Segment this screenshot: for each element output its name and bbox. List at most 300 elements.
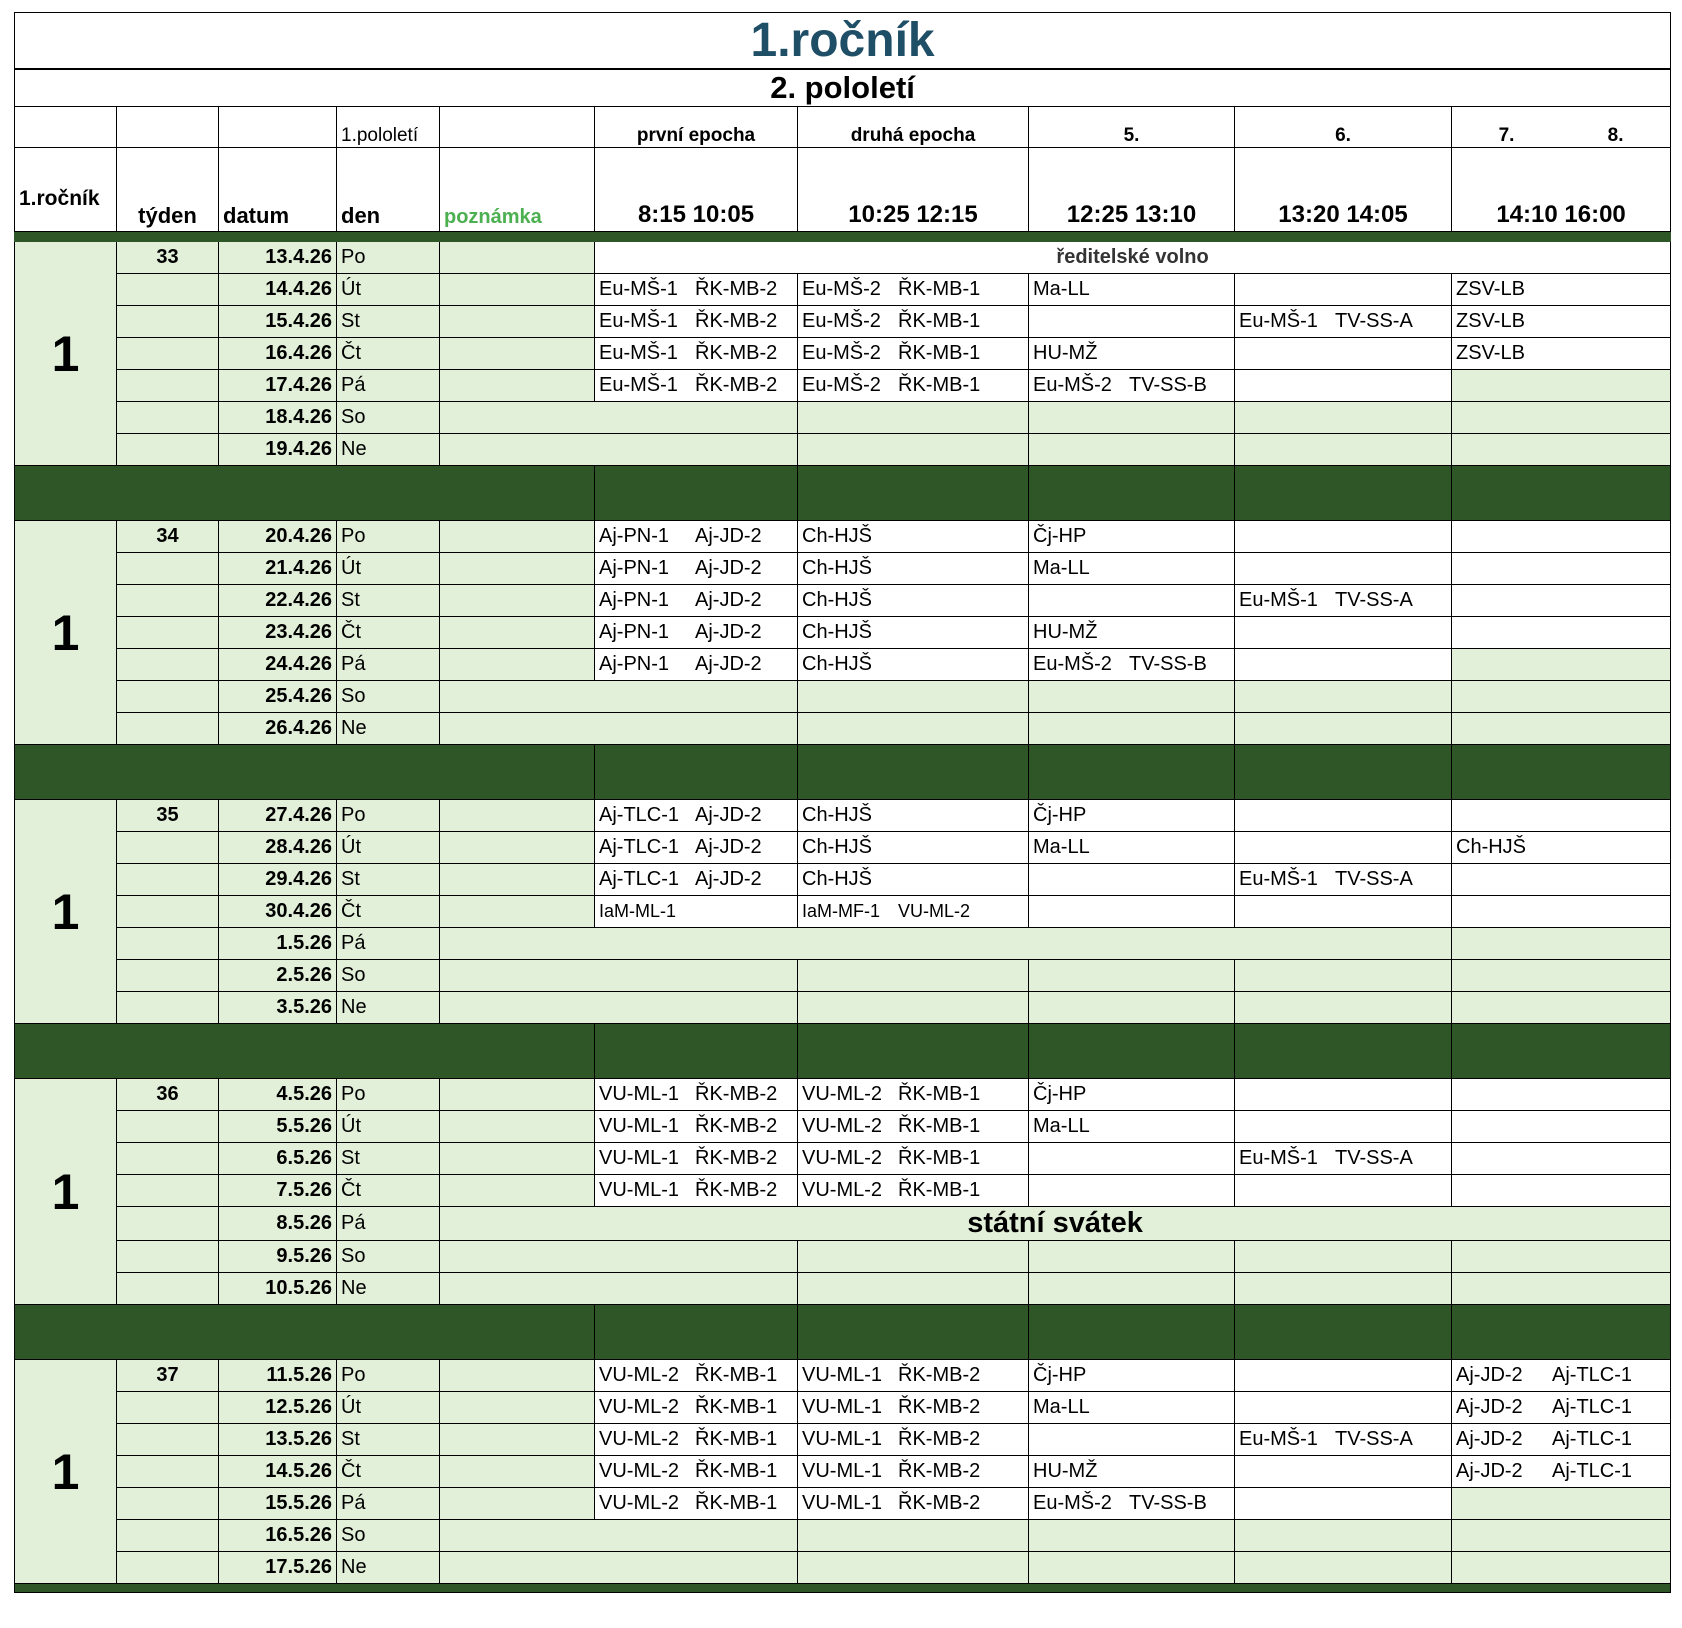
weekend-block: [440, 434, 798, 466]
lesson-cell: [798, 1079, 1029, 1111]
lesson-cell: [1029, 832, 1235, 864]
lesson-code: ŘK-MB-1: [898, 374, 981, 396]
day-cell: Po: [337, 1079, 440, 1111]
lesson-cell: [595, 1360, 798, 1392]
date-cell: 30.4.26: [219, 896, 337, 928]
lesson-cell: [798, 553, 1029, 585]
lesson-code: IaM-MF-1: [802, 901, 880, 921]
weekend-block: [440, 402, 798, 434]
week-number: [117, 370, 219, 402]
lesson-code: Ma-LL: [1033, 1115, 1090, 1137]
lesson-cell: [1452, 960, 1671, 992]
lesson-cell: [1452, 1360, 1671, 1392]
lesson-cell: [798, 1456, 1029, 1488]
week-number: [117, 992, 219, 1024]
day-cell: St: [337, 585, 440, 617]
lesson-cell: [595, 1392, 798, 1424]
table-row: [15, 1488, 1671, 1520]
day-cell: Út: [337, 1111, 440, 1143]
lesson-code: VU-ML-2: [599, 1428, 680, 1450]
lesson-code: Aj-TLC-1: [599, 804, 680, 826]
lesson-pair: [802, 1147, 1024, 1170]
lesson-code: ŘK-MB-2: [898, 1428, 981, 1450]
lesson-cell: [1235, 992, 1452, 1024]
date-cell: 29.4.26: [219, 864, 337, 896]
lesson-cell: [798, 585, 1029, 617]
lesson-cell: [798, 864, 1029, 896]
lesson-code: Aj-TLC-1: [599, 836, 680, 858]
lesson-cell: [798, 1241, 1029, 1273]
lesson-code: Ch-HJŠ: [802, 653, 873, 675]
lesson-cell: [595, 800, 798, 832]
lesson-code: TV-SS-B: [1129, 1492, 1207, 1514]
lesson-cell: [1452, 585, 1671, 617]
week-number: [117, 1207, 219, 1241]
separator-cell: [1029, 466, 1235, 521]
lesson-cell: [1235, 1360, 1452, 1392]
weekend-block: [440, 1241, 798, 1273]
lesson-cell: [595, 585, 798, 617]
lesson-code: Čj-HP: [1033, 1364, 1087, 1386]
lesson-pair: [599, 1147, 793, 1170]
lesson-pair: [802, 374, 1024, 397]
week-number: [117, 617, 219, 649]
lesson-code: Eu-MŠ-2: [802, 374, 881, 396]
date-cell: 19.4.26: [219, 434, 337, 466]
lesson-cell: [1235, 1456, 1452, 1488]
lesson-code: Eu-MŠ-1: [1239, 589, 1318, 611]
lesson-code: TV-SS-A: [1335, 868, 1413, 890]
lesson-code: ŘK-MB-2: [898, 1492, 981, 1514]
table-row: [15, 1456, 1671, 1488]
lesson-code: VU-ML-2: [802, 1147, 883, 1169]
lesson-code: Aj-PN-1: [599, 589, 670, 611]
lesson-pair: [802, 278, 1024, 301]
header-separator: [15, 232, 1671, 242]
lesson-code: Aj-JD-2: [1456, 1428, 1523, 1450]
lesson-cell: [1235, 713, 1452, 745]
week-number: [117, 1520, 219, 1552]
lesson-cell: [1029, 960, 1235, 992]
date-cell: 25.4.26: [219, 681, 337, 713]
day-cell: So: [337, 402, 440, 434]
lesson-cell: [595, 338, 798, 370]
table-row: [15, 434, 1671, 466]
week-separator: [15, 1024, 1671, 1079]
lesson-cell: [1235, 338, 1452, 370]
lesson-code: Aj-TLC-1: [599, 868, 680, 890]
lesson-cell: [1452, 306, 1671, 338]
lesson-code: Ch-HJŠ: [802, 557, 873, 579]
separator-cell: [1235, 1305, 1452, 1360]
rocnik-cell: 1: [15, 242, 117, 466]
header-time-6: 13:20 14:05: [1235, 148, 1452, 232]
separator-cell: [15, 1024, 595, 1079]
separator-cell: [1452, 466, 1671, 521]
day-cell: St: [337, 306, 440, 338]
lesson-code: Eu-MŠ-2: [1033, 1492, 1112, 1514]
lesson-code: Aj-TLC-1: [1552, 1396, 1633, 1418]
lesson-code: Eu-MŠ-1: [599, 310, 678, 332]
table-row: [15, 800, 1671, 832]
weekend-block: [440, 960, 798, 992]
week-separator: [15, 1305, 1671, 1360]
date-cell: 4.5.26: [219, 1079, 337, 1111]
lesson-cell: [1235, 1552, 1452, 1584]
note-cell: [440, 306, 595, 338]
lesson-cell: [1029, 617, 1235, 649]
lesson-cell: [798, 1552, 1029, 1584]
lesson-code: Eu-MŠ-2: [1033, 653, 1112, 675]
lesson-pair: [1239, 310, 1447, 333]
day-cell: Pá: [337, 1207, 440, 1241]
lesson-cell: [1452, 1273, 1671, 1305]
lesson-cell: [1029, 800, 1235, 832]
table-row: [15, 864, 1671, 896]
note-cell: [440, 1424, 595, 1456]
day-cell: So: [337, 681, 440, 713]
day-cell: So: [337, 960, 440, 992]
lesson-code: VU-ML-1: [802, 1428, 883, 1450]
weekend-block: [440, 1520, 798, 1552]
lesson-cell: [1029, 1424, 1235, 1456]
lesson-cell: [798, 960, 1029, 992]
week-number: [117, 1488, 219, 1520]
lesson-pair: [802, 1492, 1024, 1515]
lesson-code: Aj-JD-2: [695, 653, 762, 675]
day-cell: Ne: [337, 1552, 440, 1584]
lesson-cell: [595, 370, 798, 402]
separator-cell: [15, 1584, 1671, 1593]
lesson-cell: [798, 1143, 1029, 1175]
lesson-code: IaM-ML-1: [599, 901, 677, 921]
separator-cell: [1235, 745, 1452, 800]
separator-cell: [595, 1024, 798, 1079]
lesson-pair: [1239, 1428, 1447, 1451]
week-number: 34: [117, 521, 219, 553]
table-row: [15, 1143, 1671, 1175]
date-cell: 5.5.26: [219, 1111, 337, 1143]
lesson-cell: [798, 1175, 1029, 1207]
lesson-code: Ch-HJŠ: [802, 836, 873, 858]
lesson-code: ŘK-MB-2: [695, 1147, 778, 1169]
week-number: 36: [117, 1079, 219, 1111]
lesson-pair: [599, 868, 793, 891]
lesson-cell: [798, 1273, 1029, 1305]
lesson-cell: [595, 864, 798, 896]
day-cell: Út: [337, 553, 440, 585]
lesson-code: Čj-HP: [1033, 525, 1087, 547]
lesson-cell: [1235, 1273, 1452, 1305]
day-cell: Út: [337, 1392, 440, 1424]
lesson-code: Eu-MŠ-1: [599, 278, 678, 300]
note-cell: [440, 617, 595, 649]
lesson-code: VU-ML-1: [599, 1083, 680, 1105]
lesson-code: VU-ML-2: [599, 1460, 680, 1482]
lesson-pair: [802, 1396, 1024, 1419]
header-time-epoch2: 10:25 12:15: [798, 148, 1029, 232]
lesson-code: VU-ML-2: [599, 1396, 680, 1418]
date-cell: 15.4.26: [219, 306, 337, 338]
date-cell: 15.5.26: [219, 1488, 337, 1520]
table-row: [15, 1079, 1671, 1111]
lesson-code: Aj-PN-1: [599, 653, 670, 675]
lesson-cell: [1235, 553, 1452, 585]
lesson-cell: [1452, 896, 1671, 928]
lesson-pair: [599, 557, 793, 580]
lesson-cell: [1235, 1241, 1452, 1273]
week-separator: [15, 466, 1671, 521]
note-cell: [440, 800, 595, 832]
holiday-block: [440, 928, 1452, 960]
weekend-block: [440, 1552, 798, 1584]
lesson-cell: [1452, 832, 1671, 864]
lesson-pair: [802, 1083, 1024, 1106]
day-cell: Pá: [337, 370, 440, 402]
lesson-cell: [595, 1111, 798, 1143]
day-cell: Pá: [337, 649, 440, 681]
lesson-cell: [1235, 1392, 1452, 1424]
lesson-code: Ma-LL: [1033, 278, 1090, 300]
header-den: den: [337, 148, 440, 232]
table-row: [15, 242, 1671, 274]
day-cell: St: [337, 1424, 440, 1456]
date-cell: 14.5.26: [219, 1456, 337, 1488]
separator-cell: [1029, 745, 1235, 800]
table-row: [15, 1552, 1671, 1584]
lesson-cell: [1029, 1488, 1235, 1520]
day-cell: Po: [337, 800, 440, 832]
lesson-cell: [1235, 649, 1452, 681]
date-cell: 13.4.26: [219, 242, 337, 274]
lesson-cell: [798, 274, 1029, 306]
separator-cell: [1452, 1305, 1671, 1360]
lesson-cell: [798, 402, 1029, 434]
lesson-cell: [1452, 338, 1671, 370]
lesson-pair: [1456, 1428, 1666, 1451]
lesson-code: VU-ML-1: [802, 1492, 883, 1514]
week-number: [117, 306, 219, 338]
lesson-cell: [798, 617, 1029, 649]
day-cell: Čt: [337, 1456, 440, 1488]
week-number: [117, 1143, 219, 1175]
week-number: [117, 553, 219, 585]
note-cell: [440, 521, 595, 553]
lesson-code: ŘK-MB-1: [695, 1428, 778, 1450]
lesson-cell: [1235, 617, 1452, 649]
lesson-cell: [1235, 1175, 1452, 1207]
lesson-code: Aj-PN-1: [599, 557, 670, 579]
lesson-cell: [1452, 864, 1671, 896]
lesson-code: Aj-JD-2: [695, 804, 762, 826]
lesson-code: VU-ML-1: [599, 1179, 680, 1201]
separator-cell: [798, 1024, 1029, 1079]
schedule-table: [14, 12, 1671, 1593]
lesson-pair: [1456, 1396, 1666, 1419]
day-cell: St: [337, 1143, 440, 1175]
lesson-cell: [1029, 521, 1235, 553]
week-number: [117, 1241, 219, 1273]
date-cell: 18.4.26: [219, 402, 337, 434]
rocnik-cell: 1: [15, 521, 117, 745]
note-cell: [440, 585, 595, 617]
lesson-code: VU-ML-2: [802, 1179, 883, 1201]
week-number: [117, 402, 219, 434]
note-cell: [440, 1111, 595, 1143]
lesson-cell: [1452, 1520, 1671, 1552]
week-number: [117, 1111, 219, 1143]
header-epoch2: druhá epocha: [798, 107, 1029, 148]
lesson-cell: [1029, 1273, 1235, 1305]
lesson-cell: [1235, 585, 1452, 617]
note-cell: [440, 338, 595, 370]
lesson-code: ŘK-MB-1: [695, 1460, 778, 1482]
lesson-cell: [1452, 1488, 1671, 1520]
note-cell: [440, 1079, 595, 1111]
table-row: [15, 681, 1671, 713]
lesson-cell: [1452, 521, 1671, 553]
lesson-cell: [1235, 960, 1452, 992]
table-row: [15, 1111, 1671, 1143]
lesson-code: ŘK-MB-2: [695, 310, 778, 332]
separator-cell: [798, 1305, 1029, 1360]
separator-cell: [15, 1305, 595, 1360]
lesson-cell: [1452, 553, 1671, 585]
lesson-pair: [599, 804, 793, 827]
lesson-code: ŘK-MB-2: [695, 1083, 778, 1105]
separator-cell: [595, 1305, 798, 1360]
table-row: [15, 521, 1671, 553]
lesson-cell: [798, 896, 1029, 928]
header-period-78: [1452, 107, 1671, 148]
lesson-cell: [1452, 617, 1671, 649]
note-cell: [440, 1392, 595, 1424]
week-number: [117, 681, 219, 713]
note-cell: [440, 649, 595, 681]
header-pololeti: 1.pololetí: [337, 107, 440, 148]
lesson-cell: [798, 434, 1029, 466]
table-row: [15, 896, 1671, 928]
header-empty: [440, 107, 595, 148]
date-cell: 17.5.26: [219, 1552, 337, 1584]
lesson-cell: [1452, 402, 1671, 434]
lesson-pair: [802, 1115, 1024, 1138]
lesson-pair: [1456, 1364, 1666, 1387]
lesson-cell: [1235, 370, 1452, 402]
day-cell: Út: [337, 274, 440, 306]
lesson-code: Eu-MŠ-2: [802, 310, 881, 332]
lesson-code: Eu-MŠ-1: [1239, 310, 1318, 332]
lesson-cell: [595, 649, 798, 681]
lesson-pair: [802, 901, 1024, 922]
lesson-cell: [798, 521, 1029, 553]
lesson-code: TV-SS-A: [1335, 589, 1413, 611]
lesson-cell: [1452, 681, 1671, 713]
lesson-pair: [599, 621, 793, 644]
lesson-code: TV-SS-A: [1335, 1428, 1413, 1450]
lesson-code: ŘK-MB-2: [695, 1115, 778, 1137]
header-time-78: 14:10 16:00: [1452, 148, 1671, 232]
day-cell: St: [337, 864, 440, 896]
lesson-cell: [595, 1175, 798, 1207]
date-cell: 27.4.26: [219, 800, 337, 832]
note-cell: [440, 1360, 595, 1392]
lesson-code: ZSV-LB: [1456, 310, 1525, 332]
lesson-code: ŘK-MB-1: [898, 1083, 981, 1105]
lesson-cell: [595, 896, 798, 928]
date-cell: 16.5.26: [219, 1520, 337, 1552]
lesson-pair: [599, 1492, 793, 1515]
lesson-code: ZSV-LB: [1456, 342, 1525, 364]
header-poznamka: poznámka: [440, 148, 595, 232]
week-number: [117, 434, 219, 466]
lesson-cell: [1029, 1552, 1235, 1584]
date-cell: 13.5.26: [219, 1424, 337, 1456]
lesson-cell: [1452, 713, 1671, 745]
separator-cell: [1235, 1024, 1452, 1079]
header-empty: [117, 107, 219, 148]
date-cell: 6.5.26: [219, 1143, 337, 1175]
table-row: [15, 1392, 1671, 1424]
day-cell: Čt: [337, 896, 440, 928]
lesson-cell: [798, 800, 1029, 832]
lesson-cell: [798, 1488, 1029, 1520]
lesson-code: VU-ML-1: [802, 1364, 883, 1386]
lesson-code: Aj-TLC-1: [1552, 1460, 1633, 1482]
lesson-code: ŘK-MB-1: [898, 310, 981, 332]
lesson-pair: [599, 1428, 793, 1451]
week-number: [117, 896, 219, 928]
lesson-cell: [595, 1143, 798, 1175]
lesson-cell: [1029, 1520, 1235, 1552]
lesson-pair: [1239, 1147, 1447, 1170]
note-cell: [440, 864, 595, 896]
date-cell: 11.5.26: [219, 1360, 337, 1392]
week-number: [117, 1175, 219, 1207]
table-row: [15, 992, 1671, 1024]
lesson-code: Eu-MŠ-2: [1033, 374, 1112, 396]
note-cell: [440, 274, 595, 306]
lesson-code: VU-ML-1: [802, 1460, 883, 1482]
lesson-cell: [595, 1424, 798, 1456]
lesson-pair: [599, 589, 793, 612]
lesson-code: ŘK-MB-2: [695, 374, 778, 396]
lesson-pair: [599, 525, 793, 548]
lesson-cell: [798, 1424, 1029, 1456]
lesson-code: Ma-LL: [1033, 836, 1090, 858]
lesson-cell: [595, 617, 798, 649]
lesson-code: ŘK-MB-2: [695, 1179, 778, 1201]
lesson-cell: [1452, 1392, 1671, 1424]
table-row: [15, 274, 1671, 306]
separator-cell: [798, 466, 1029, 521]
lesson-cell: [595, 306, 798, 338]
lesson-code: VU-ML-1: [599, 1115, 680, 1137]
day-cell: Ne: [337, 713, 440, 745]
date-cell: 16.4.26: [219, 338, 337, 370]
day-cell: Čt: [337, 617, 440, 649]
bottom-separator: [15, 1584, 1671, 1593]
table-row: [15, 928, 1671, 960]
lesson-code: Aj-JD-2: [695, 621, 762, 643]
date-cell: 17.4.26: [219, 370, 337, 402]
lesson-code: Eu-MŠ-2: [802, 342, 881, 364]
day-cell: Pá: [337, 1488, 440, 1520]
lesson-cell: [798, 1111, 1029, 1143]
lesson-cell: [1452, 1079, 1671, 1111]
separator-cell: [798, 745, 1029, 800]
weekend-block: [440, 992, 798, 1024]
